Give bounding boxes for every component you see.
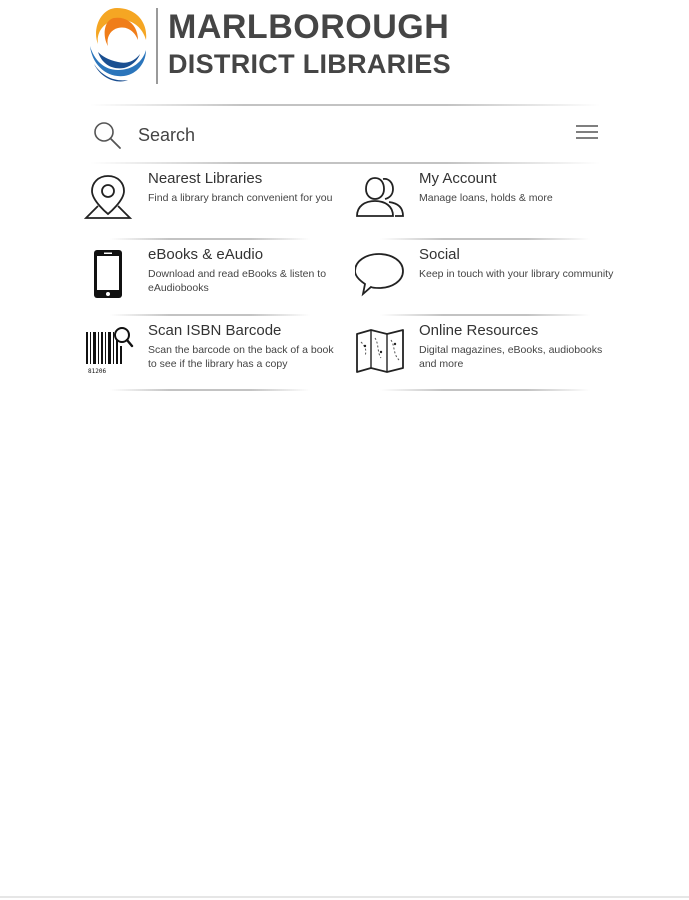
tile-description: Find a library branch convenient for you [148,192,333,204]
divider-row3-left [110,389,310,391]
tile-online-resources[interactable] [355,320,617,390]
logo-wordmark [168,8,451,80]
tile-title: Online Resources [419,322,539,339]
divider-search [90,162,600,164]
logo-line-2: DISTRICT LIBRARIES [168,49,451,79]
barcode-scan-icon [84,324,136,376]
logo-divider [156,8,158,84]
search-icon[interactable] [92,120,122,150]
folded-map-icon [355,324,407,376]
map-pin-icon [84,172,136,224]
hamburger-menu-icon[interactable] [574,122,600,142]
logo-line-1: MARLBOROUGH [168,8,450,46]
tile-title: eBooks & eAudio [148,246,264,263]
tile-description: Digital magazines, eBooks, audiobooks and more [419,344,603,370]
speech-bubble-icon [355,248,407,300]
search-bar [84,110,604,160]
smartphone-icon [84,248,136,300]
tile-social[interactable] [355,244,617,314]
tile-title: Scan ISBN Barcode [148,322,282,339]
tile-title: Nearest Libraries [148,170,263,187]
search-input[interactable] [136,119,540,151]
divider-row3-right [380,389,590,391]
tile-description: Download and read eBooks & listen to eAudiobooks [148,268,327,294]
bottom-edge [0,896,689,898]
divider-row2-right [380,314,590,316]
swirl-logo-icon [84,2,150,84]
tile-title: Social [419,246,460,263]
tile-ebooks-eaudio[interactable] [84,244,346,314]
tile-nearest-libraries[interactable] [84,168,346,238]
divider-row1-right [380,238,590,240]
divider-top [90,104,600,106]
divider-row1-left [110,238,310,240]
users-icon [355,172,407,224]
tile-my-account[interactable] [355,168,617,238]
divider-row2-left [110,314,310,316]
tile-description: Scan the barcode on the back of a book to see if the library has a copy [148,344,334,370]
library-logo[interactable] [84,2,451,84]
tile-description: Manage loans, holds & more [419,192,553,204]
tile-scan-isbn-barcode[interactable] [84,320,346,390]
tile-description: Keep in touch with your library community [419,268,614,280]
tile-title: My Account [419,170,497,187]
barcode-digits: 81206 [88,368,107,375]
